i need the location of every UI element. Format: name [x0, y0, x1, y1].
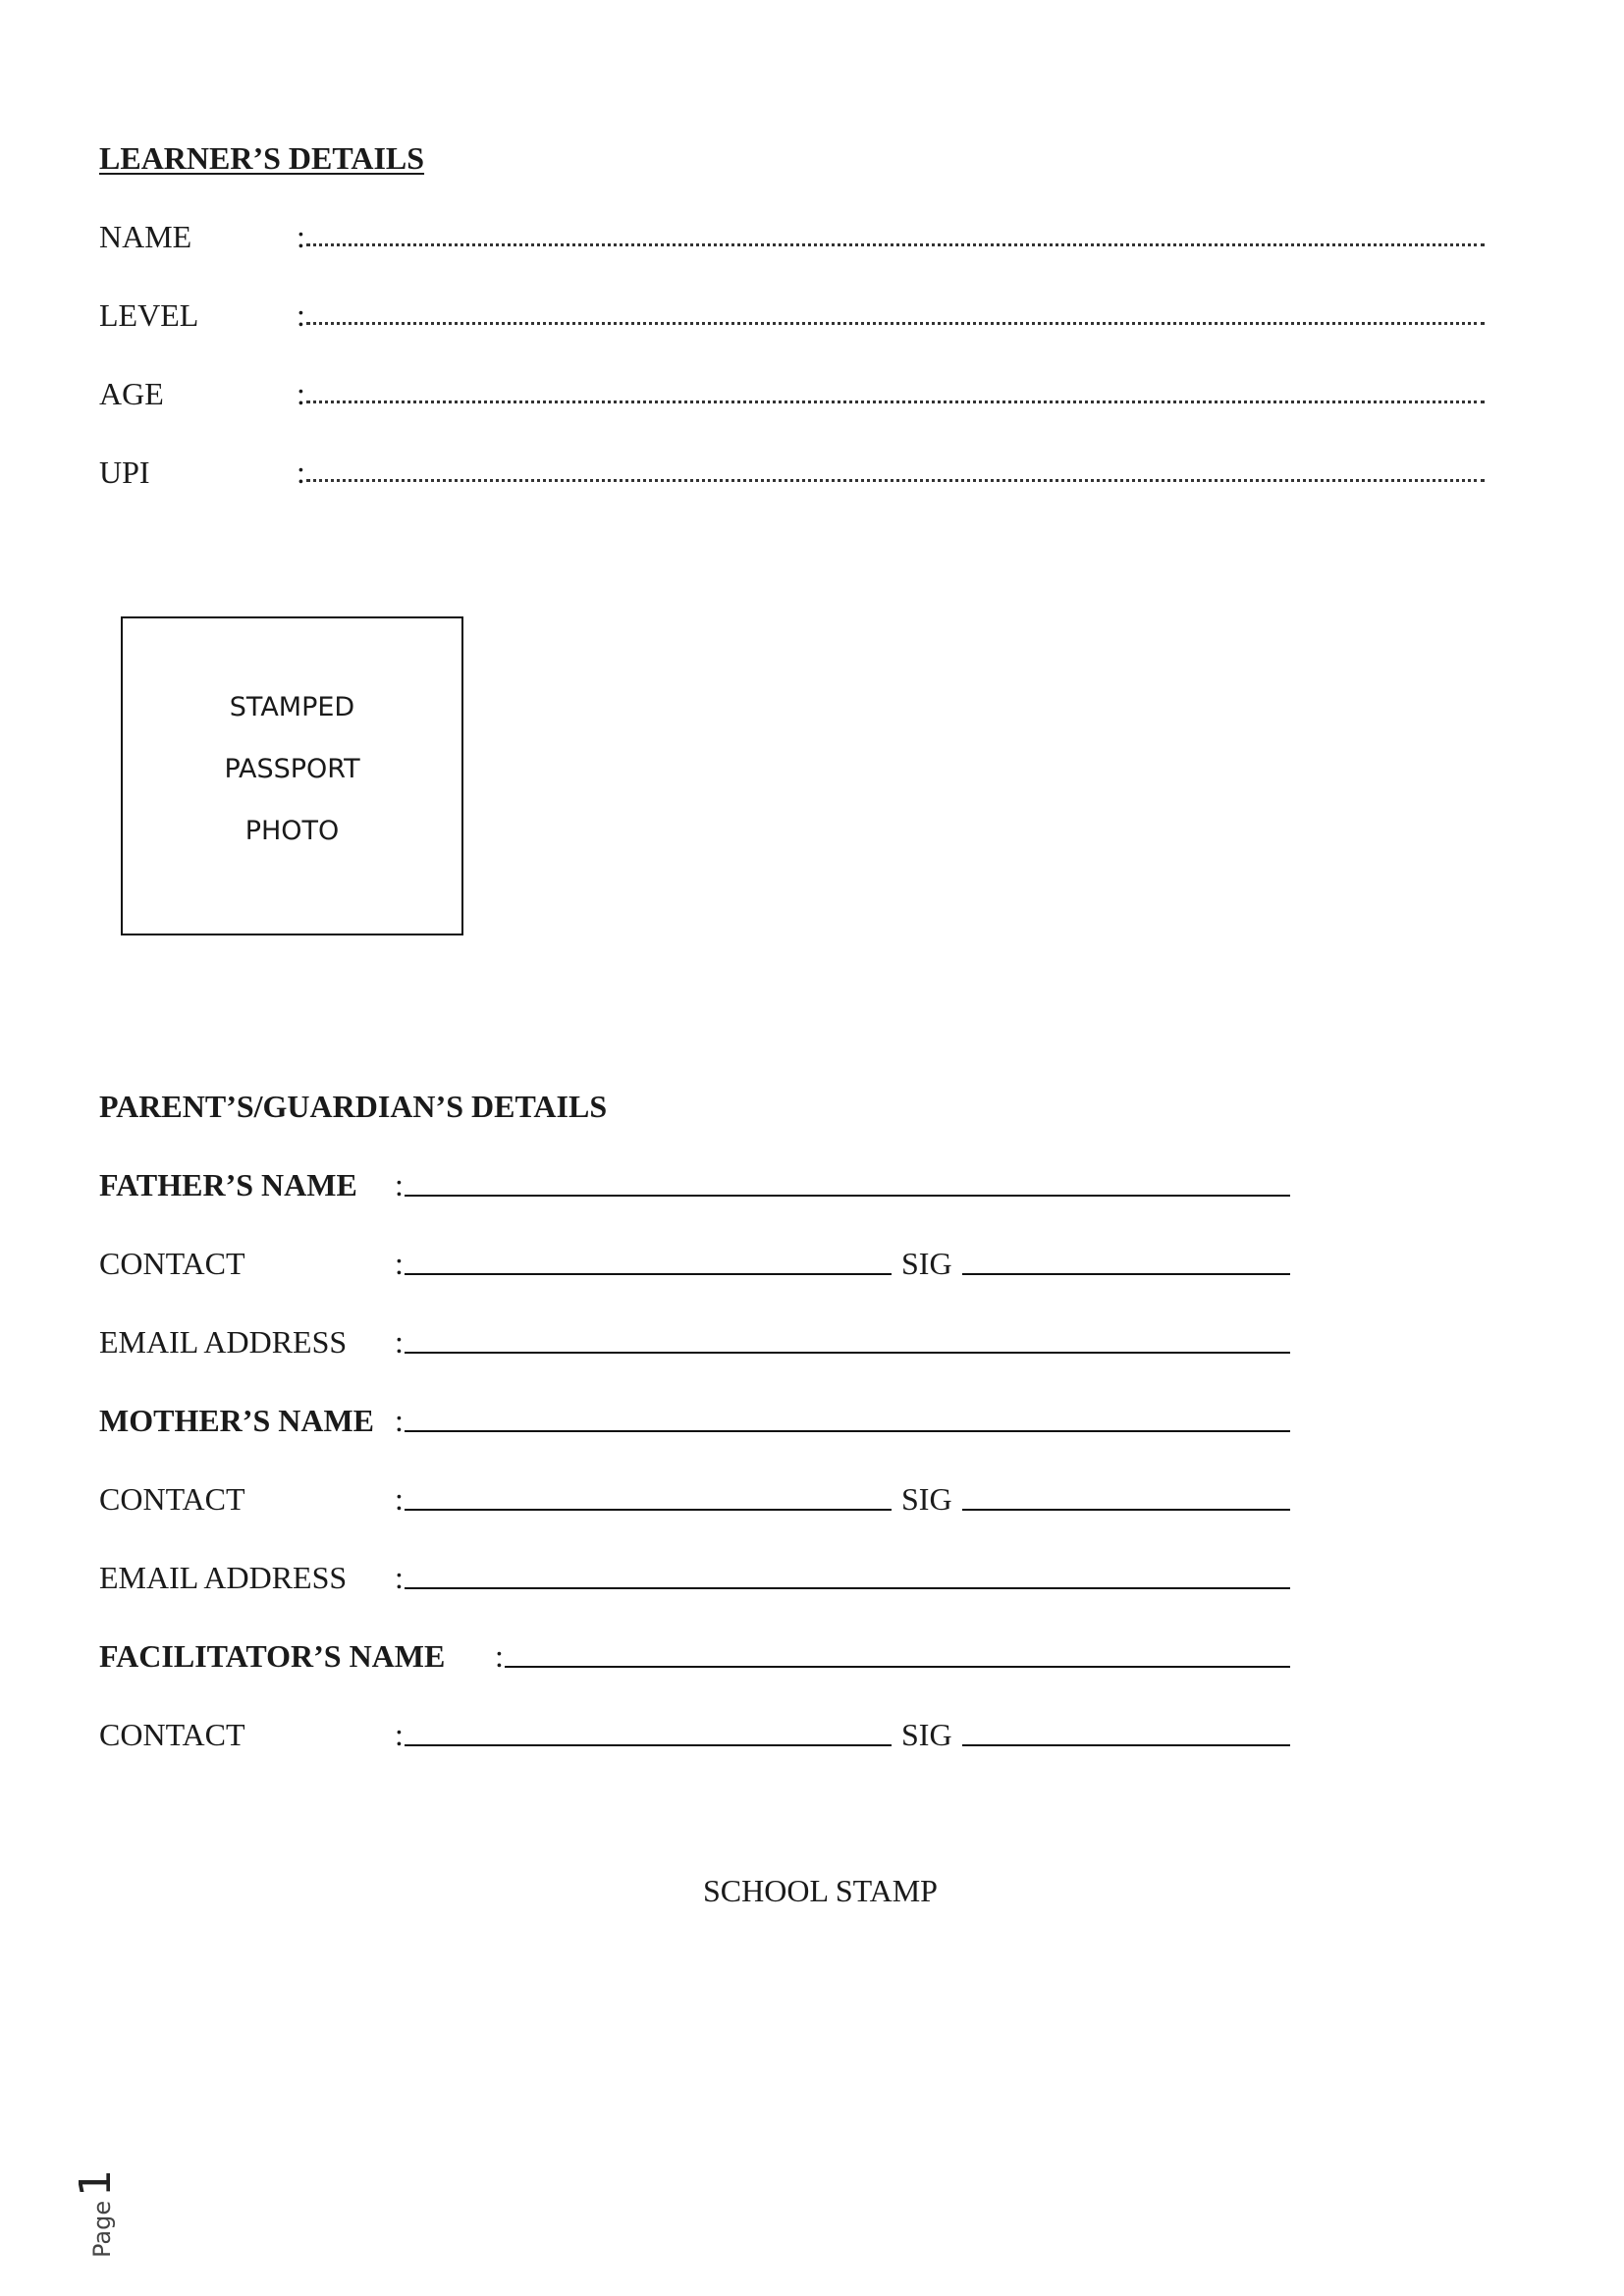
father-name-field[interactable]: [405, 1195, 1290, 1197]
age-field[interactable]: [306, 400, 1485, 403]
upi-label: UPI: [99, 454, 150, 490]
father-email-field[interactable]: [405, 1352, 1290, 1354]
mother-email-separator: :: [395, 1560, 404, 1595]
father-name-separator: :: [395, 1167, 404, 1202]
age-label: AGE: [99, 376, 164, 411]
photo-box-line-passport: PASSPORT: [224, 754, 360, 784]
father-sig-label: SIG: [901, 1246, 952, 1281]
facilitator-name-separator: :: [495, 1638, 504, 1674]
father-email-label: EMAIL ADDRESS: [99, 1324, 348, 1360]
level-label: LEVEL: [99, 297, 199, 333]
upi-separator: :: [297, 454, 305, 490]
parents-details-heading: PARENT’S/GUARDIAN’S DETAILS: [99, 1089, 608, 1124]
mother-contact-label: CONTACT: [99, 1481, 245, 1517]
mother-name-separator: :: [395, 1403, 404, 1438]
father-contact-field[interactable]: [405, 1273, 892, 1275]
upi-field[interactable]: [306, 479, 1485, 482]
facilitator-name-field[interactable]: [505, 1666, 1290, 1668]
photo-box-line-stamped: STAMPED: [229, 692, 355, 722]
mother-email-field[interactable]: [405, 1587, 1290, 1589]
mother-sig-field[interactable]: [962, 1509, 1290, 1511]
photo-box-line-photo: PHOTO: [244, 816, 340, 846]
mother-contact-separator: :: [395, 1481, 404, 1517]
passport-photo-box: [121, 616, 463, 935]
level-field[interactable]: [306, 322, 1485, 325]
facilitator-sig-label: SIG: [901, 1717, 952, 1752]
facilitator-contact-separator: :: [395, 1717, 404, 1752]
father-contact-separator: :: [395, 1246, 404, 1281]
name-field[interactable]: [306, 243, 1485, 246]
level-separator: :: [297, 297, 305, 333]
father-email-separator: :: [395, 1324, 404, 1360]
father-name-label: FATHER’S NAME: [99, 1167, 357, 1202]
father-contact-label: CONTACT: [99, 1246, 245, 1281]
learner-details-heading: LEARNER’S DETAILS: [99, 140, 425, 176]
mother-name-field[interactable]: [405, 1430, 1290, 1432]
mother-name-label: MOTHER’S NAME: [99, 1403, 374, 1438]
name-separator: :: [297, 219, 305, 254]
facilitator-sig-field[interactable]: [962, 1744, 1290, 1746]
facilitator-name-label: FACILITATOR’S NAME: [99, 1638, 446, 1674]
page-number: [71, 2169, 121, 2258]
mother-email-label: EMAIL ADDRESS: [99, 1560, 348, 1595]
page-number-value: 1: [71, 2168, 121, 2197]
mother-sig-label: SIG: [901, 1481, 952, 1517]
facilitator-contact-label: CONTACT: [99, 1717, 245, 1752]
page-word: Page: [88, 2200, 116, 2258]
name-label: NAME: [99, 219, 192, 254]
age-separator: :: [297, 376, 305, 411]
school-stamp-label: SCHOOL STAMP: [703, 1873, 938, 1908]
mother-contact-field[interactable]: [405, 1509, 892, 1511]
facilitator-contact-field[interactable]: [405, 1744, 892, 1746]
father-sig-field[interactable]: [962, 1273, 1290, 1275]
